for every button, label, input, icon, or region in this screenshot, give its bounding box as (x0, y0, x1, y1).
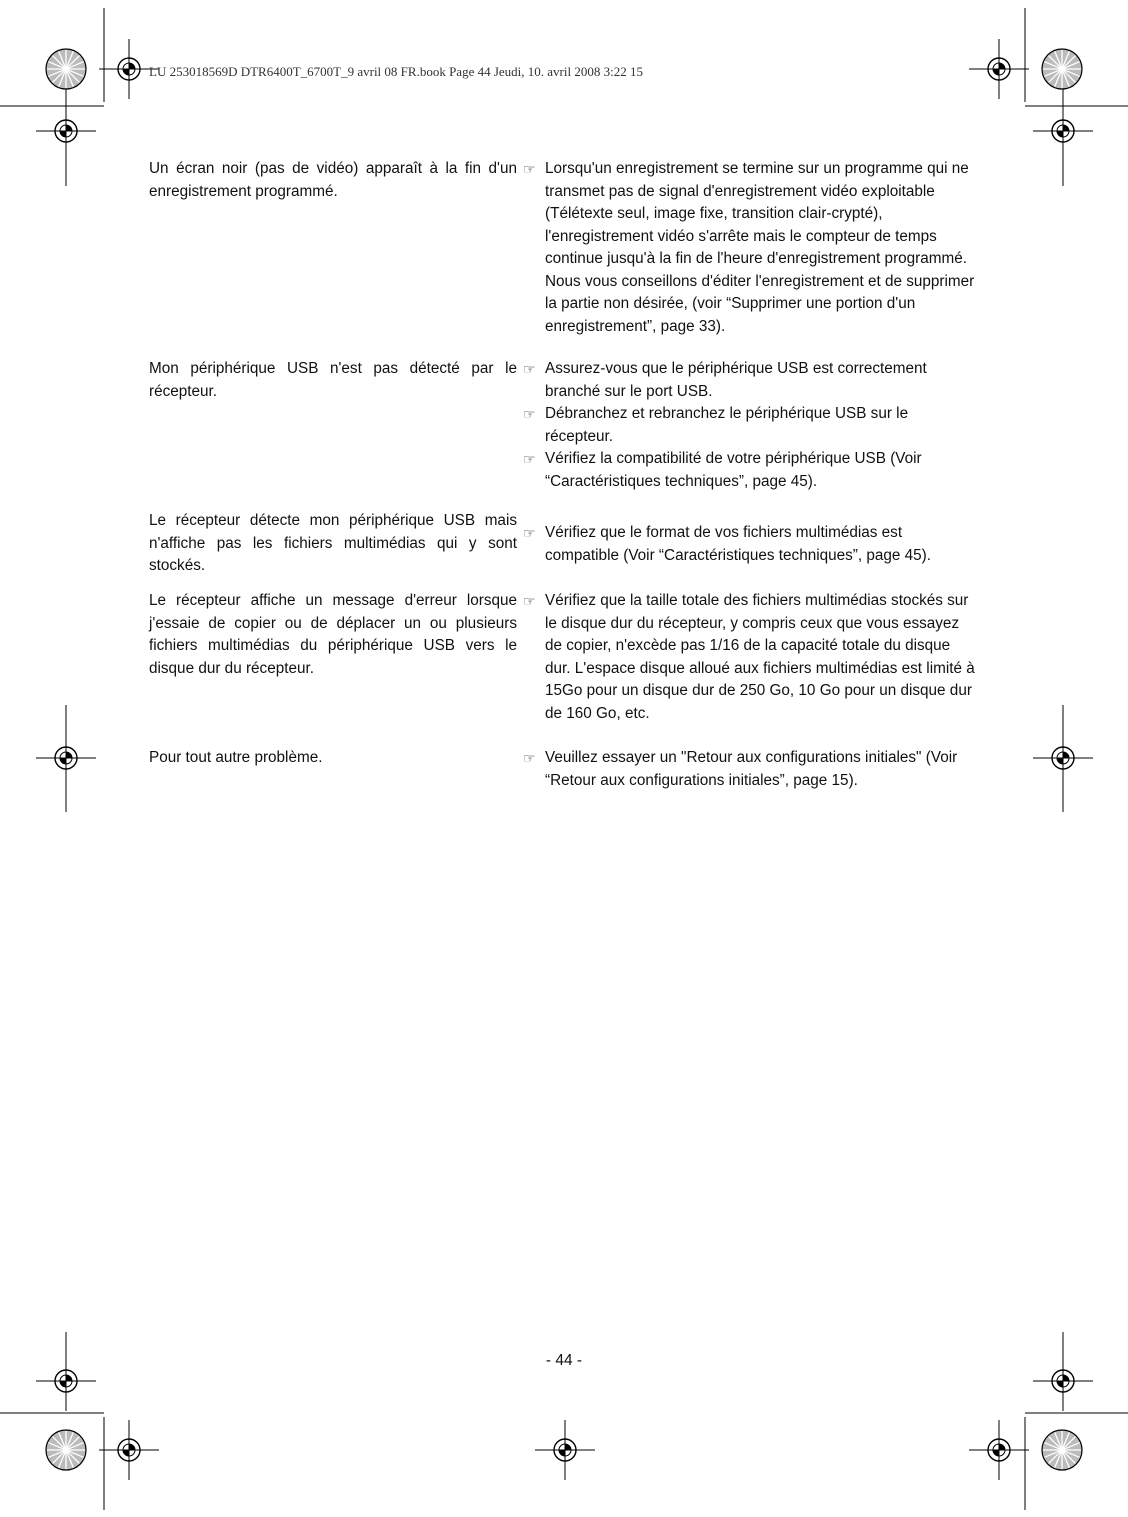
page-number: - 44 - (545, 1352, 583, 1369)
pointing-hand-icon: ☞ (523, 750, 536, 766)
solution-list (519, 747, 979, 792)
pointing-hand-icon: ☞ (523, 161, 536, 177)
pointing-hand-icon: ☞ (523, 525, 536, 541)
solution-text: Vérifiez que le format de vos fichiers multimédias est compatible (Voir “Caractéristiques techniques”, page 45). (545, 524, 932, 564)
pointing-hand-icon: ☞ (523, 451, 536, 467)
problem-text: Mon périphérique USB n'est pas détecté par le récepteur. (149, 360, 517, 400)
problem-text: Un écran noir (pas de vidéo) apparaît à la fin d'un enregistrement programmé. (149, 160, 517, 200)
solution-text: Veuillez essayer un "Retour aux configurations initiales" (Voir “Retour aux configurations initiales”, page 15). (545, 749, 958, 789)
book-header: LU 253018569D DTR6400T_6700T_9 avril 08 FR.book Page 44 Jeudi, 10. avril 2008 3:22 15 (149, 64, 643, 79)
problem-text: Le récepteur affiche un message d'erreur lorsque j'essaie de copier ou de déplacer un ou plusieurs fichiers multimédias du périphérique USB vers le disque dur du récepteur. (149, 592, 517, 677)
solution-item (519, 448, 979, 493)
solution-item (519, 403, 979, 448)
solution-list (519, 158, 979, 338)
solution-item (519, 522, 979, 567)
solution-text: Lorsqu'un enregistrement se termine sur un programme qui ne transmet pas de signal d'enregistrement vidéo exploitable (Télétexte seul, image fixe, transition clair-crypté), l'enregistrement vidéo s'arrête mais le compteur de temps continue jusqu'à la fin de l'heure d'enregistrement programmé. Nous vous conseillons d'éditer l'enregistrement et de supprimer la partie non désirée, (voir “Supprimer une portion d'un enregistrement”, page 33). (545, 160, 975, 335)
pointing-hand-icon: ☞ (523, 593, 536, 609)
solution-item (519, 158, 979, 338)
problem-text: Pour tout autre problème. (149, 749, 323, 766)
solution-text: Vérifiez que la taille totale des fichiers multimédias stockés sur le disque dur du récepteur, y compris ceux que vous essayez de copier, n'excède pas 1/16 de la capacité totale du disque dur. L'espace disque alloué aux fichiers multimédias est limité à 15Go pour un disque dur de 250 Go, 10 Go pour un disque dur de 160 Go, etc. (545, 592, 975, 722)
pointing-hand-icon: ☞ (523, 406, 536, 422)
solution-item (519, 590, 979, 725)
solution-item (519, 747, 979, 792)
solution-list (519, 358, 979, 493)
problem-text: Le récepteur détecte mon périphérique USB mais n'affiche pas les fichiers multimédias qui y sont stockés. (149, 512, 517, 574)
solution-list (519, 590, 979, 725)
pointing-hand-icon: ☞ (523, 361, 536, 377)
solution-text: Débranchez et rebranchez le périphérique USB sur le récepteur. (545, 405, 909, 445)
solution-item (519, 358, 979, 403)
solution-list (519, 522, 979, 567)
solution-text: Assurez-vous que le périphérique USB est correctement branché sur le port USB. (545, 360, 927, 400)
solution-text: Vérifiez la compatibilité de votre périphérique USB (Voir “Caractéristiques techniques”, page 45). (545, 450, 922, 490)
